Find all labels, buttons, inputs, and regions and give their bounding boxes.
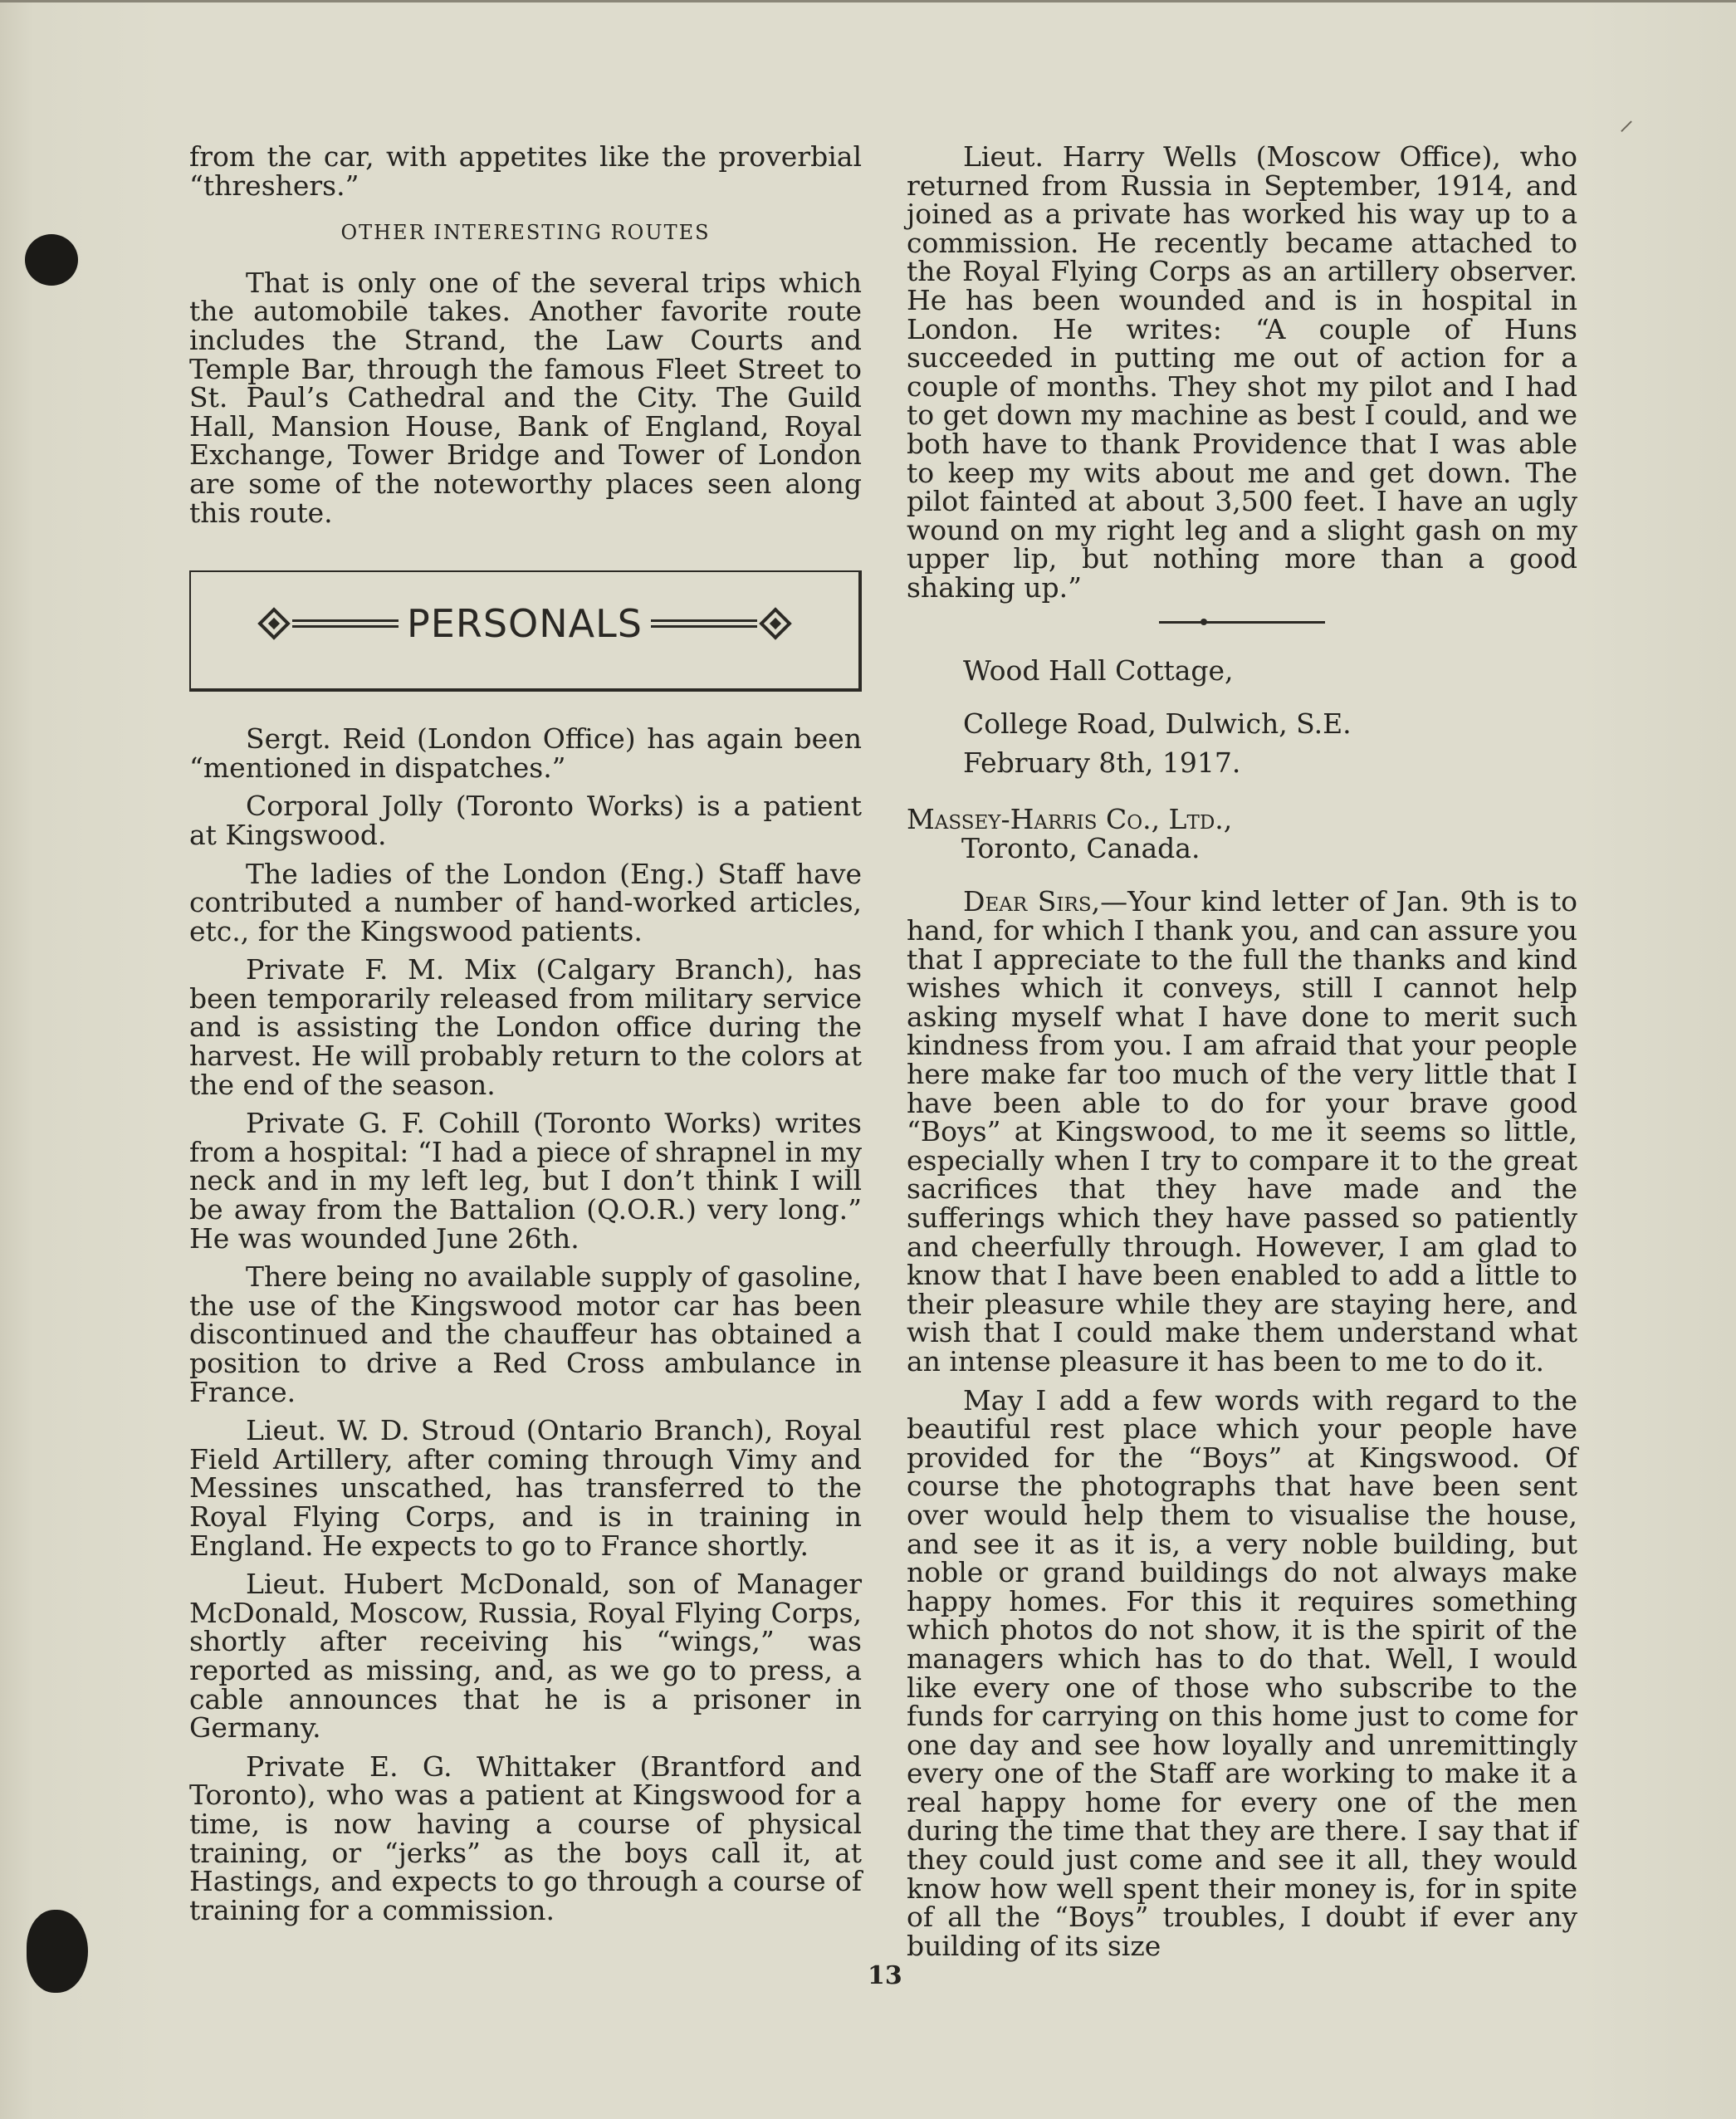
letter-address-line: Wood Hall Cottage, bbox=[963, 653, 1234, 687]
letter-recipient bbox=[907, 805, 1577, 863]
binding-hole-top bbox=[25, 234, 78, 286]
page-number: 13 bbox=[868, 1961, 902, 1990]
paragraph-car-appetites: from the car, with appetites like the proverbial “threshers.” bbox=[189, 140, 862, 202]
diamond-ornament-right-icon bbox=[759, 607, 792, 640]
personal-item: Sergt. Reid (London Office) has again been “mentioned in dispatches.” bbox=[189, 722, 862, 784]
subhead-other-routes: OTHER INTERESTING ROUTES bbox=[340, 221, 711, 245]
personal-item: There being no available supply of gasoline, the use of the Kingswood motor car has been discontinued and the chauffeur has obtained a position to drive a Red Cross ambulance in France. bbox=[189, 1260, 862, 1408]
pencil-mark: ⸝ bbox=[1619, 103, 1634, 137]
double-rule-right bbox=[651, 619, 757, 628]
paragraph-routes: That is only one of the several trips which the automobile takes. Another favorite route includes the Strand, the Law Courts and Temple Bar, through the famous Fleet Street to St. Paul’s Cathedral and the City. The Guild Hall, Mansion House, Bank of England, Royal Exchange, Tower Bridge and Tower of London are some of the noteworthy places seen along this route. bbox=[189, 266, 862, 529]
personal-item: Lieut. Hubert McDonald, son of Manager McDonald, Moscow, Russia, Royal Flying Corps, shortly after receiving his “wings,” was reported as missing, and, as we go to press, a cable announces that he is a prisoner in Germany. bbox=[189, 1568, 862, 1745]
personal-item: Corporal Jolly (Toronto Works) is a patient at Kingswood. bbox=[189, 790, 862, 851]
personal-item-wells: Lieut. Harry Wells (Moscow Office), who returned from Russia in September, 1914, and joined as a private has worked his way up to a commission. He recently became attached to the Royal Flying Corps as an artillery observer. He has been wounded and is in hospital in London. He writes: “A couple of Huns succeeded in putting me out of action for a couple of months. They shot my pilot and I had to get down my machine as best I could, and we both have to thank Providence that I was able to keep my wits about me and get down. The pilot fainted at about 3,500 feet. I have an ugly wound on my right leg and a slight gash on my upper lip, but nothing more than a good shaking up.” bbox=[907, 140, 1577, 604]
left-column bbox=[189, 140, 862, 1935]
right-column bbox=[907, 140, 1578, 1970]
personal-item: Private F. M. Mix (Calgary Branch), has been temporarily released from military service and is assisting the London office during the harvest. He will probably return to the colors at the end of the season. bbox=[189, 953, 862, 1101]
letter-address-line: College Road, Dulwich, S.E. bbox=[963, 707, 1352, 741]
section-divider bbox=[1159, 621, 1325, 624]
letter-paragraph-text: —Your kind letter of Jan. 9th is to hand, for which I thank you, and can assure you that I appreciate to the full the thanks and kind wishes which it conveys, still I cannot help asking myself what I have done to merit such kindness from you. I am afraid that your people here make far too much of the very little that I have been able to do for your brave good “Boys” at Kingswood, to me it seems so little, especially when I try to compare it to the great sacrifices that they have made and the sufferings which they have passed so patiently and cheerfully through. However, I am glad to know that I have been enabled to add a little to their pleasure while they are staying here, and wish that I could make them understand what an intense pleasure it has been to me to do it. bbox=[907, 885, 1578, 1378]
personals-banner bbox=[189, 570, 862, 692]
double-rule-left bbox=[292, 619, 399, 628]
personal-item: Private G. F. Cohill (Toronto Works) writes from a hospital: “I had a piece of shrapnel in my neck and in my left leg, but I don’t think I will be away from the Battalion (Q.O.R.) very long.” He was wounded June 26th. bbox=[189, 1107, 862, 1255]
letter-paragraph: May I add a few words with regard to the beautiful rest place which your people have provided for the “Boys” at Kingswood. Of course the photographs that have been sent over would help them to visualise the house, and see it as it is, a very noble building, but noble or grand buildings do not always make happy homes. For this it requires something which photos do not show, it is the spirit of the managers which has to do that. Well, I would like every one of those who subscribe to the funds for carrying on this home just to come for one day and see how loyally and unremittingly every one of the Staff are working to make it a real happy home for every one of the men during the time that they are there. I say that if they could just come and see it all, they would know how well spent their money is, for in spite of all the “Boys” troubles, I doubt if ever any building of its size bbox=[907, 1383, 1577, 1962]
personal-item: Lieut. W. D. Stroud (Ontario Branch), Royal Field Artillery, after coming through Vimy and Messines unscathed, has transferred to the Royal Flying Corps, and is in training in England. He expects to go to France shortly. bbox=[189, 1414, 862, 1562]
letter-date: February 8th, 1917. bbox=[963, 746, 1241, 779]
section-title: PERSONALS bbox=[407, 600, 643, 646]
letter-salutation: Dear Sirs, bbox=[963, 885, 1101, 918]
diamond-ornament-left-icon bbox=[257, 607, 291, 640]
letter-paragraph bbox=[907, 885, 1578, 1378]
recipient-city: Toronto, Canada. bbox=[961, 831, 1201, 864]
binding-hole-bottom bbox=[27, 1910, 88, 1993]
personal-item: Private E. G. Whittaker (Brantford and Toronto), who was a patient at Kingswood for a time, is now having a course of physical training, or “jerks” as the boys call it, at Hastings, and expects to go through a course of training for a commission. bbox=[189, 1750, 862, 1926]
personal-item: The ladies of the London (Eng.) Staff have contributed a number of hand-worked articles, etc., for the Kingswood patients. bbox=[189, 857, 862, 947]
top-edge-line bbox=[0, 0, 1736, 2]
recipient-name: Massey-Harris Co., Ltd., bbox=[907, 803, 1233, 836]
